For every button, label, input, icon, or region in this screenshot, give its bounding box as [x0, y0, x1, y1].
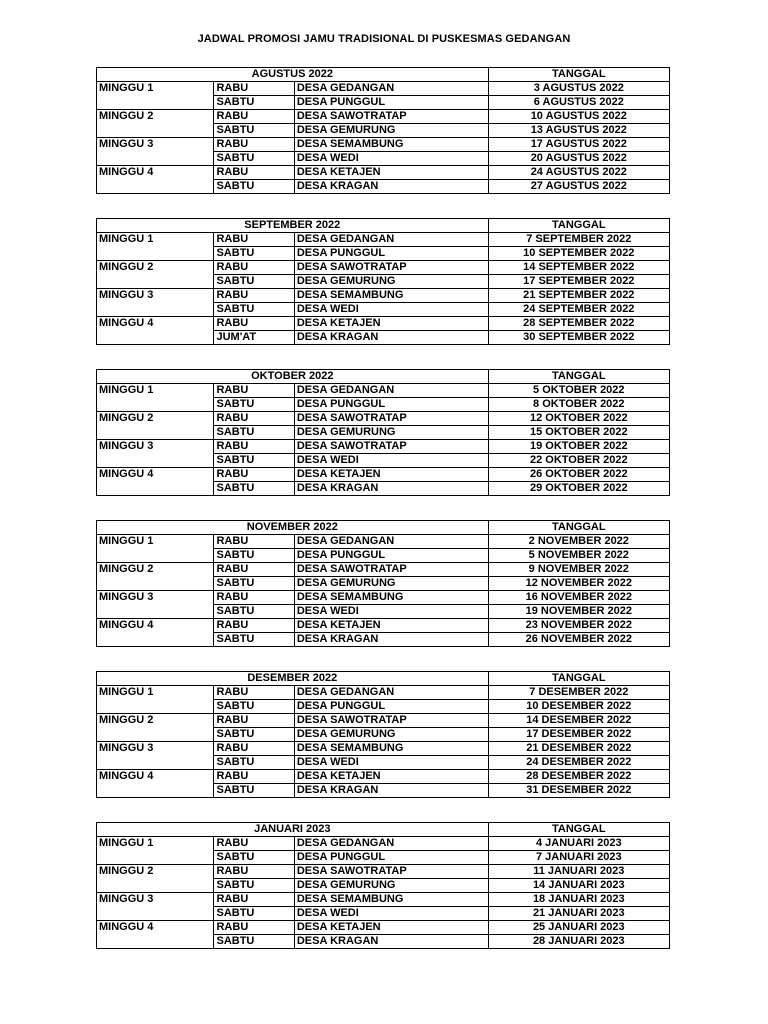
- village-cell: DESA PUNGGUL: [294, 700, 488, 714]
- table-row: [97, 686, 670, 700]
- day-cell: SABTU: [214, 275, 294, 289]
- day-cell: RABU: [214, 686, 294, 700]
- table-row: [97, 633, 670, 647]
- day-cell: SABTU: [214, 426, 294, 440]
- table-row: [97, 714, 670, 728]
- table-row: [97, 535, 670, 549]
- village-cell: DESA SEMAMBUNG: [294, 138, 488, 152]
- table-row: [97, 893, 670, 907]
- day-cell: RABU: [214, 412, 294, 426]
- week-cell: [97, 784, 214, 798]
- week-cell: [97, 851, 214, 865]
- day-cell: RABU: [214, 714, 294, 728]
- date-cell: 10 SEPTEMBER 2022: [488, 247, 669, 261]
- date-cell: 14 SEPTEMBER 2022: [488, 261, 669, 275]
- village-cell: DESA WEDI: [294, 907, 488, 921]
- village-cell: DESA GEMURUNG: [294, 275, 488, 289]
- village-cell: DESA KETAJEN: [294, 166, 488, 180]
- table-row: [97, 138, 670, 152]
- table-row: [97, 152, 670, 166]
- date-cell: 30 SEPTEMBER 2022: [488, 331, 669, 345]
- week-cell: [97, 605, 214, 619]
- week-cell: MINGGU 4: [97, 770, 214, 784]
- date-cell: 7 DESEMBER 2022: [488, 686, 669, 700]
- table-row: [97, 96, 670, 110]
- date-cell: 26 OKTOBER 2022: [488, 468, 669, 482]
- village-cell: DESA SAWOTRATAP: [294, 714, 488, 728]
- week-cell: [97, 454, 214, 468]
- village-cell: DESA PUNGGUL: [294, 96, 488, 110]
- table-row: [97, 577, 670, 591]
- village-cell: DESA GEMURUNG: [294, 124, 488, 138]
- village-cell: DESA GEDANGAN: [294, 384, 488, 398]
- week-cell: MINGGU 4: [97, 921, 214, 935]
- date-cell: 11 JANUARI 2023: [488, 865, 669, 879]
- village-cell: DESA KRAGAN: [294, 633, 488, 647]
- day-cell: SABTU: [214, 124, 294, 138]
- date-cell: 19 NOVEMBER 2022: [488, 605, 669, 619]
- date-cell: 27 AGUSTUS 2022: [488, 180, 669, 194]
- village-cell: DESA SAWOTRATAP: [294, 261, 488, 275]
- village-cell: DESA KRAGAN: [294, 180, 488, 194]
- table-row: [97, 398, 670, 412]
- day-cell: SABTU: [214, 247, 294, 261]
- week-cell: MINGGU 3: [97, 289, 214, 303]
- week-cell: [97, 756, 214, 770]
- table-row: [97, 907, 670, 921]
- table-row: [97, 180, 670, 194]
- table-row: [97, 166, 670, 180]
- village-cell: DESA KRAGAN: [294, 784, 488, 798]
- village-cell: DESA SAWOTRATAP: [294, 440, 488, 454]
- day-cell: SABTU: [214, 784, 294, 798]
- village-cell: DESA KRAGAN: [294, 482, 488, 496]
- day-cell: RABU: [214, 166, 294, 180]
- date-cell: 7 JANUARI 2023: [488, 851, 669, 865]
- date-cell: 31 DESEMBER 2022: [488, 784, 669, 798]
- village-cell: DESA PUNGGUL: [294, 851, 488, 865]
- week-cell: MINGGU 2: [97, 563, 214, 577]
- village-cell: DESA WEDI: [294, 152, 488, 166]
- month-table: [96, 218, 670, 345]
- table-row: [97, 303, 670, 317]
- week-cell: MINGGU 3: [97, 742, 214, 756]
- day-cell: SABTU: [214, 907, 294, 921]
- date-cell: 3 AGUSTUS 2022: [488, 82, 669, 96]
- day-cell: SABTU: [214, 879, 294, 893]
- date-cell: 24 DESEMBER 2022: [488, 756, 669, 770]
- table-row: [97, 770, 670, 784]
- table-header-row: [97, 68, 670, 82]
- date-cell: 17 SEPTEMBER 2022: [488, 275, 669, 289]
- date-column-heading: TANGGAL: [488, 68, 669, 82]
- day-cell: SABTU: [214, 482, 294, 496]
- table-row: [97, 728, 670, 742]
- village-cell: DESA SAWOTRATAP: [294, 865, 488, 879]
- village-cell: DESA PUNGGUL: [294, 549, 488, 563]
- date-column-heading: TANGGAL: [488, 219, 669, 233]
- village-cell: DESA WEDI: [294, 605, 488, 619]
- table-row: [97, 837, 670, 851]
- date-cell: 21 DESEMBER 2022: [488, 742, 669, 756]
- day-cell: SABTU: [214, 700, 294, 714]
- date-cell: 22 OKTOBER 2022: [488, 454, 669, 468]
- table-row: [97, 331, 670, 345]
- village-cell: DESA KETAJEN: [294, 317, 488, 331]
- table-row: [97, 426, 670, 440]
- week-cell: MINGGU 4: [97, 468, 214, 482]
- day-cell: SABTU: [214, 549, 294, 563]
- table-row: [97, 865, 670, 879]
- date-column-heading: TANGGAL: [488, 370, 669, 384]
- week-cell: [97, 482, 214, 496]
- week-cell: MINGGU 1: [97, 686, 214, 700]
- day-cell: SABTU: [214, 605, 294, 619]
- day-cell: RABU: [214, 837, 294, 851]
- village-cell: DESA GEDANGAN: [294, 535, 488, 549]
- week-cell: [97, 577, 214, 591]
- day-cell: RABU: [214, 138, 294, 152]
- village-cell: DESA PUNGGUL: [294, 398, 488, 412]
- village-cell: DESA SAWOTRATAP: [294, 110, 488, 124]
- table-row: [97, 549, 670, 563]
- date-cell: 26 NOVEMBER 2022: [488, 633, 669, 647]
- week-cell: MINGGU 3: [97, 138, 214, 152]
- week-cell: [97, 728, 214, 742]
- table-row: [97, 82, 670, 96]
- week-cell: MINGGU 2: [97, 412, 214, 426]
- week-cell: [97, 549, 214, 563]
- table-row: [97, 591, 670, 605]
- table-row: [97, 700, 670, 714]
- table-header-row: [97, 823, 670, 837]
- table-row: [97, 261, 670, 275]
- week-cell: MINGGU 2: [97, 110, 214, 124]
- village-cell: DESA WEDI: [294, 454, 488, 468]
- day-cell: SABTU: [214, 454, 294, 468]
- day-cell: RABU: [214, 384, 294, 398]
- day-cell: RABU: [214, 742, 294, 756]
- table-header-row: [97, 219, 670, 233]
- week-cell: MINGGU 1: [97, 82, 214, 96]
- village-cell: DESA GEDANGAN: [294, 837, 488, 851]
- week-cell: [97, 879, 214, 893]
- table-row: [97, 619, 670, 633]
- day-cell: RABU: [214, 317, 294, 331]
- week-cell: [97, 907, 214, 921]
- village-cell: DESA GEMURUNG: [294, 728, 488, 742]
- date-cell: 18 JANUARI 2023: [488, 893, 669, 907]
- month-heading: DESEMBER 2022: [97, 672, 489, 686]
- village-cell: DESA SEMAMBUNG: [294, 742, 488, 756]
- day-cell: RABU: [214, 563, 294, 577]
- village-cell: DESA GEMURUNG: [294, 879, 488, 893]
- day-cell: SABTU: [214, 398, 294, 412]
- date-cell: 12 OKTOBER 2022: [488, 412, 669, 426]
- day-cell: JUM'AT: [214, 331, 294, 345]
- table-row: [97, 742, 670, 756]
- week-cell: MINGGU 1: [97, 233, 214, 247]
- date-cell: 13 AGUSTUS 2022: [488, 124, 669, 138]
- week-cell: [97, 96, 214, 110]
- day-cell: RABU: [214, 440, 294, 454]
- table-row: [97, 605, 670, 619]
- date-cell: 24 AGUSTUS 2022: [488, 166, 669, 180]
- village-cell: DESA GEDANGAN: [294, 686, 488, 700]
- table-header-row: [97, 521, 670, 535]
- date-column-heading: TANGGAL: [488, 823, 669, 837]
- table-row: [97, 384, 670, 398]
- day-cell: RABU: [214, 865, 294, 879]
- village-cell: DESA KETAJEN: [294, 619, 488, 633]
- village-cell: DESA GEDANGAN: [294, 233, 488, 247]
- month-table: [96, 520, 670, 647]
- date-cell: 28 SEPTEMBER 2022: [488, 317, 669, 331]
- day-cell: RABU: [214, 893, 294, 907]
- week-cell: [97, 426, 214, 440]
- week-cell: [97, 124, 214, 138]
- week-cell: [97, 152, 214, 166]
- week-cell: [97, 275, 214, 289]
- date-cell: 21 SEPTEMBER 2022: [488, 289, 669, 303]
- village-cell: DESA SAWOTRATAP: [294, 412, 488, 426]
- day-cell: SABTU: [214, 152, 294, 166]
- week-cell: MINGGU 2: [97, 865, 214, 879]
- village-cell: DESA GEMURUNG: [294, 426, 488, 440]
- week-cell: MINGGU 1: [97, 535, 214, 549]
- month-heading: AGUSTUS 2022: [97, 68, 489, 82]
- table-row: [97, 412, 670, 426]
- date-cell: 10 DESEMBER 2022: [488, 700, 669, 714]
- week-cell: [97, 331, 214, 345]
- date-cell: 2 NOVEMBER 2022: [488, 535, 669, 549]
- month-table: [96, 67, 670, 194]
- date-cell: 12 NOVEMBER 2022: [488, 577, 669, 591]
- table-row: [97, 454, 670, 468]
- day-cell: RABU: [214, 921, 294, 935]
- date-cell: 17 AGUSTUS 2022: [488, 138, 669, 152]
- date-cell: 6 AGUSTUS 2022: [488, 96, 669, 110]
- day-cell: SABTU: [214, 851, 294, 865]
- week-cell: MINGGU 3: [97, 440, 214, 454]
- week-cell: MINGGU 4: [97, 619, 214, 633]
- table-row: [97, 468, 670, 482]
- week-cell: [97, 633, 214, 647]
- village-cell: DESA WEDI: [294, 303, 488, 317]
- village-cell: DESA KRAGAN: [294, 935, 488, 949]
- table-row: [97, 289, 670, 303]
- month-table: [96, 671, 670, 798]
- table-row: [97, 563, 670, 577]
- date-cell: 14 DESEMBER 2022: [488, 714, 669, 728]
- day-cell: RABU: [214, 535, 294, 549]
- village-cell: DESA KETAJEN: [294, 468, 488, 482]
- village-cell: DESA SAWOTRATAP: [294, 563, 488, 577]
- table-row: [97, 110, 670, 124]
- village-cell: DESA WEDI: [294, 756, 488, 770]
- date-column-heading: TANGGAL: [488, 672, 669, 686]
- date-cell: 9 NOVEMBER 2022: [488, 563, 669, 577]
- date-cell: 25 JANUARI 2023: [488, 921, 669, 935]
- village-cell: DESA KRAGAN: [294, 331, 488, 345]
- village-cell: DESA SEMAMBUNG: [294, 893, 488, 907]
- village-cell: DESA SEMAMBUNG: [294, 289, 488, 303]
- week-cell: MINGGU 2: [97, 261, 214, 275]
- village-cell: DESA GEMURUNG: [294, 577, 488, 591]
- week-cell: MINGGU 1: [97, 384, 214, 398]
- village-cell: DESA GEDANGAN: [294, 82, 488, 96]
- date-cell: 21 JANUARI 2023: [488, 907, 669, 921]
- date-cell: 29 OKTOBER 2022: [488, 482, 669, 496]
- date-cell: 4 JANUARI 2023: [488, 837, 669, 851]
- date-cell: 17 DESEMBER 2022: [488, 728, 669, 742]
- day-cell: RABU: [214, 233, 294, 247]
- table-row: [97, 756, 670, 770]
- table-row: [97, 317, 670, 331]
- table-row: [97, 851, 670, 865]
- day-cell: SABTU: [214, 577, 294, 591]
- month-heading: NOVEMBER 2022: [97, 521, 489, 535]
- date-cell: 5 OKTOBER 2022: [488, 384, 669, 398]
- table-header-row: [97, 672, 670, 686]
- day-cell: RABU: [214, 468, 294, 482]
- table-row: [97, 921, 670, 935]
- day-cell: SABTU: [214, 633, 294, 647]
- week-cell: [97, 935, 214, 949]
- date-cell: 23 NOVEMBER 2022: [488, 619, 669, 633]
- date-cell: 10 AGUSTUS 2022: [488, 110, 669, 124]
- day-cell: SABTU: [214, 180, 294, 194]
- date-cell: 19 OKTOBER 2022: [488, 440, 669, 454]
- date-cell: 28 JANUARI 2023: [488, 935, 669, 949]
- day-cell: RABU: [214, 110, 294, 124]
- date-cell: 5 NOVEMBER 2022: [488, 549, 669, 563]
- day-cell: SABTU: [214, 728, 294, 742]
- day-cell: RABU: [214, 289, 294, 303]
- date-cell: 24 SEPTEMBER 2022: [488, 303, 669, 317]
- week-cell: MINGGU 4: [97, 317, 214, 331]
- date-cell: 16 NOVEMBER 2022: [488, 591, 669, 605]
- table-row: [97, 879, 670, 893]
- month-heading: OKTOBER 2022: [97, 370, 489, 384]
- day-cell: SABTU: [214, 756, 294, 770]
- week-cell: [97, 303, 214, 317]
- week-cell: [97, 180, 214, 194]
- date-cell: 20 AGUSTUS 2022: [488, 152, 669, 166]
- month-table: [96, 369, 670, 496]
- month-heading: JANUARI 2023: [97, 823, 489, 837]
- table-row: [97, 275, 670, 289]
- date-cell: 15 OKTOBER 2022: [488, 426, 669, 440]
- page-title: JADWAL PROMOSI JAMU TRADISIONAL DI PUSKESMAS GEDANGAN: [197, 33, 571, 45]
- week-cell: MINGGU 4: [97, 166, 214, 180]
- day-cell: RABU: [214, 82, 294, 96]
- day-cell: RABU: [214, 591, 294, 605]
- table-row: [97, 247, 670, 261]
- week-cell: MINGGU 3: [97, 591, 214, 605]
- village-cell: DESA KETAJEN: [294, 921, 488, 935]
- date-column-heading: TANGGAL: [488, 521, 669, 535]
- date-cell: 8 OKTOBER 2022: [488, 398, 669, 412]
- week-cell: MINGGU 2: [97, 714, 214, 728]
- day-cell: RABU: [214, 619, 294, 633]
- date-cell: 28 DESEMBER 2022: [488, 770, 669, 784]
- table-row: [97, 784, 670, 798]
- date-cell: 7 SEPTEMBER 2022: [488, 233, 669, 247]
- table-header-row: [97, 370, 670, 384]
- month-heading: SEPTEMBER 2022: [97, 219, 489, 233]
- week-cell: [97, 398, 214, 412]
- date-cell: 14 JANUARI 2023: [488, 879, 669, 893]
- table-row: [97, 233, 670, 247]
- week-cell: [97, 700, 214, 714]
- day-cell: SABTU: [214, 96, 294, 110]
- village-cell: DESA PUNGGUL: [294, 247, 488, 261]
- day-cell: RABU: [214, 261, 294, 275]
- week-cell: MINGGU 1: [97, 837, 214, 851]
- table-row: [97, 124, 670, 138]
- day-cell: SABTU: [214, 303, 294, 317]
- day-cell: RABU: [214, 770, 294, 784]
- week-cell: MINGGU 3: [97, 893, 214, 907]
- village-cell: DESA SEMAMBUNG: [294, 591, 488, 605]
- day-cell: SABTU: [214, 935, 294, 949]
- table-row: [97, 440, 670, 454]
- month-table: [96, 822, 670, 949]
- week-cell: [97, 247, 214, 261]
- table-row: [97, 482, 670, 496]
- village-cell: DESA KETAJEN: [294, 770, 488, 784]
- table-row: [97, 935, 670, 949]
